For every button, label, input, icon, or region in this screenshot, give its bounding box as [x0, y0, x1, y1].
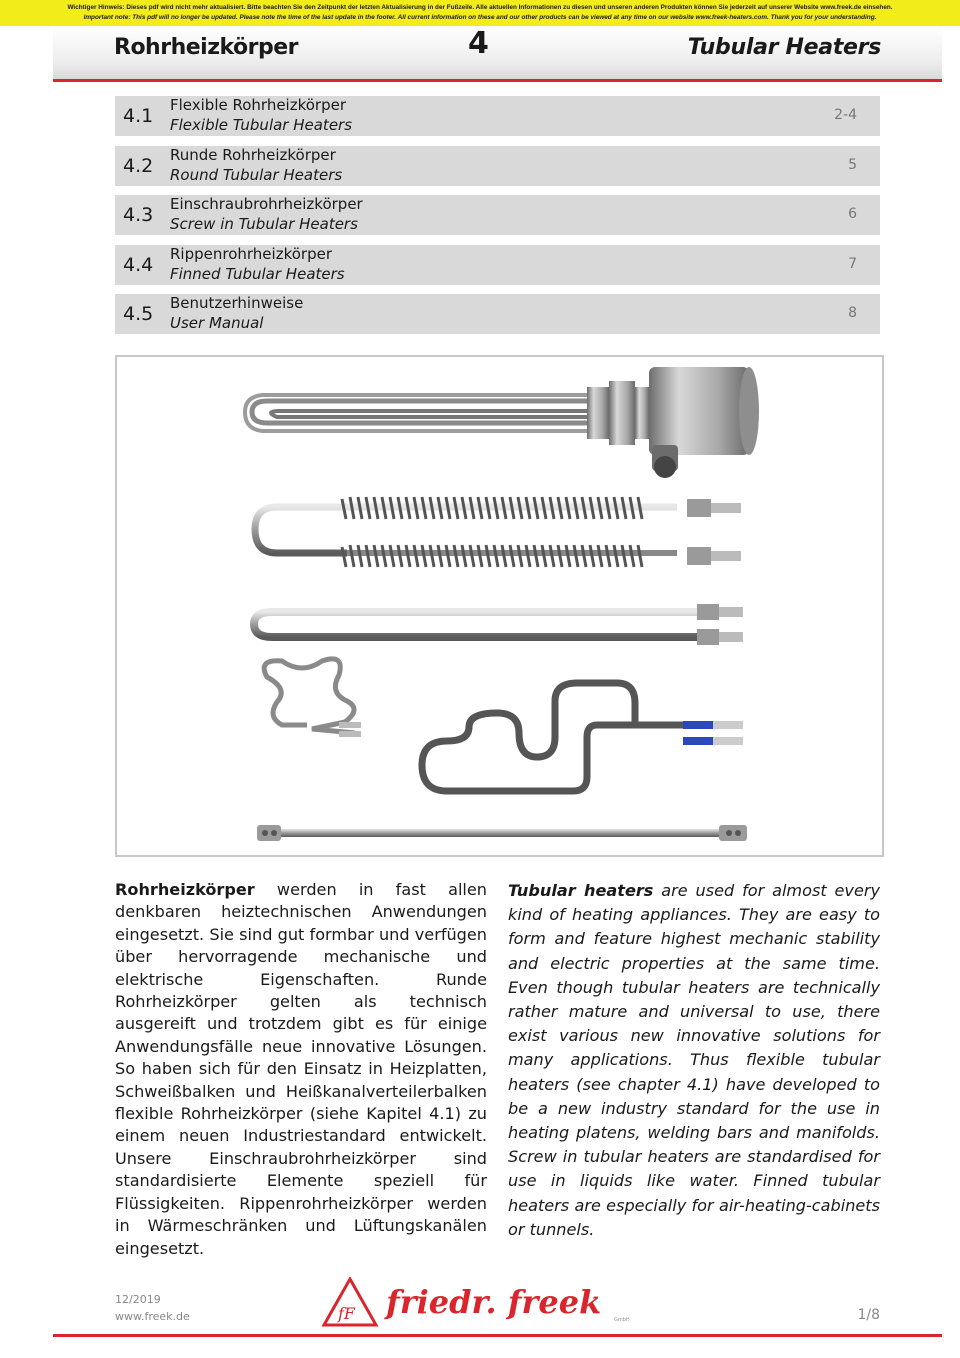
round-heater [254, 604, 743, 645]
toc-page: 5 [848, 157, 857, 173]
toc-row[interactable] [115, 245, 880, 285]
screw-in-heater [245, 367, 759, 478]
notice-de-text: Dieses pdf wird nicht mehr aktualisiert. Bitte beachten Sie den Zeitpunkt der letzten Aktualisierung in der Fußzeile. Alle aktuellen Informationen zu diesen und unseren anderen Produkten können Sie jederzeit auf unserer Website www.freek.de einsehen. [126, 4, 893, 11]
description-en [508, 879, 880, 1242]
toc-row[interactable] [115, 146, 880, 186]
toc-title-en: User Manual [170, 314, 264, 332]
finned-heaters [255, 497, 741, 567]
chapter-title-en: Tubular Heaters [687, 35, 881, 60]
description-de-text: werden in fast allen denkbaren heiztechnischen Anwendungen eingesetzt. Sie sind gut formbar und verfügen über hervorragende mechanische und elektrische Eigenschaften. Runde Rohrheizkörper gelten als technisch ausgereift und trotzdem gibt es für einige Anwendungsfälle neue innovative Lösungen. So haben sich für den Einsatz in Heizplatten, Schweißbalken und Heißkanalverteilerbalken flexible Rohrheizkörper (siehe Kapitel 4.1) zu einem neuen Industriestandard entwickelt. Unsere Einschraubrohrheizkörper sind standardisierte Elemente speziell für Flüssigkeiten. Rippenrohrheizkörper werden in Wärmeschränken und Lüftungskanälen eingesetzt. [115, 880, 487, 1258]
logo-graphic [320, 1277, 640, 1329]
logo-mark: fF [338, 1304, 356, 1323]
notice-de-label: Wichtiger Hinweis: [67, 4, 125, 11]
toc-title-en: Flexible Tubular Heaters [170, 116, 353, 134]
notice-de [0, 3, 960, 13]
toc-page: 6 [848, 206, 857, 222]
notice-en-text: This pdf will no longer be updated. Please note the time of the last update in the footer. All current information on these and our other products can be viewed at any time on our website www.freek-heaters.com. Thank you for your understanding. [132, 14, 877, 21]
product-photo [115, 355, 884, 857]
toc-number: 4.1 [123, 105, 154, 127]
toc-page: 8 [848, 305, 857, 321]
header-divider [53, 79, 942, 82]
page-number: 1/8 [857, 1307, 880, 1323]
toc-title-de: Flexible Rohrheizkörper [170, 96, 347, 114]
tubular-heaters-illustration [117, 357, 882, 855]
toc-title-en: Finned Tubular Heaters [170, 265, 345, 283]
notice-en [0, 13, 960, 23]
notice-en-label: Important note: [83, 14, 131, 21]
toc-row[interactable] [115, 294, 880, 334]
description-de-lead: Rohrheizkörper [115, 880, 255, 899]
flexible-heater-small [264, 659, 361, 737]
update-notice-banner [0, 0, 960, 26]
toc-title-en: Screw in Tubular Heaters [170, 215, 358, 233]
logo-text: friedr. freek [386, 1283, 602, 1321]
toc-title-de: Rippenrohrheizkörper [170, 245, 332, 263]
toc-title-de: Benutzerhinweise [170, 294, 304, 312]
chapter-title-de: Rohrheizkörper [114, 35, 299, 60]
toc-number: 4.4 [123, 254, 154, 276]
description-en-text: are used for almost every kind of heating appliances. They are easy to form and feature highest mechanic stability and electric properties at the same time. Even though tubular heaters are technically rather mature and universal to use, there exist various new innovative solutions for many applications. Thus flexible tubular heaters (see chapter 4.1) have developed to be a new industry standard for the use in heating platens, welding bars and manifolds. Screw in tubular heaters are standardised for use in liquids like water. Finned tubular heaters are especially for air-heating-cabinets or tunnels. [508, 881, 880, 1239]
toc-number: 4.5 [123, 303, 154, 325]
company-logo [320, 1277, 640, 1333]
toc-number: 4.3 [123, 204, 154, 226]
toc-page: 2-4 [834, 107, 857, 123]
description-de [115, 879, 487, 1260]
toc-title-en: Round Tubular Heaters [170, 166, 343, 184]
footer-divider [53, 1334, 942, 1337]
logo-sub: GmbH [614, 1317, 630, 1323]
toc-row[interactable] [115, 195, 880, 235]
toc-row[interactable] [115, 96, 880, 136]
toc-title-de: Einschraubrohrheizkörper [170, 195, 363, 213]
toc-title-de: Runde Rohrheizkörper [170, 146, 336, 164]
footer-website[interactable]: www.freek.de [115, 1310, 190, 1323]
description-en-lead: Tubular heaters [508, 881, 654, 900]
chapter-number: 4 [468, 26, 489, 61]
toc-page: 7 [848, 256, 857, 272]
flat-bar-heater [257, 825, 747, 841]
toc-number: 4.2 [123, 155, 154, 177]
flexible-heater-large [422, 683, 743, 791]
footer-date: 12/2019 [115, 1293, 161, 1306]
chapter-header [53, 26, 942, 80]
